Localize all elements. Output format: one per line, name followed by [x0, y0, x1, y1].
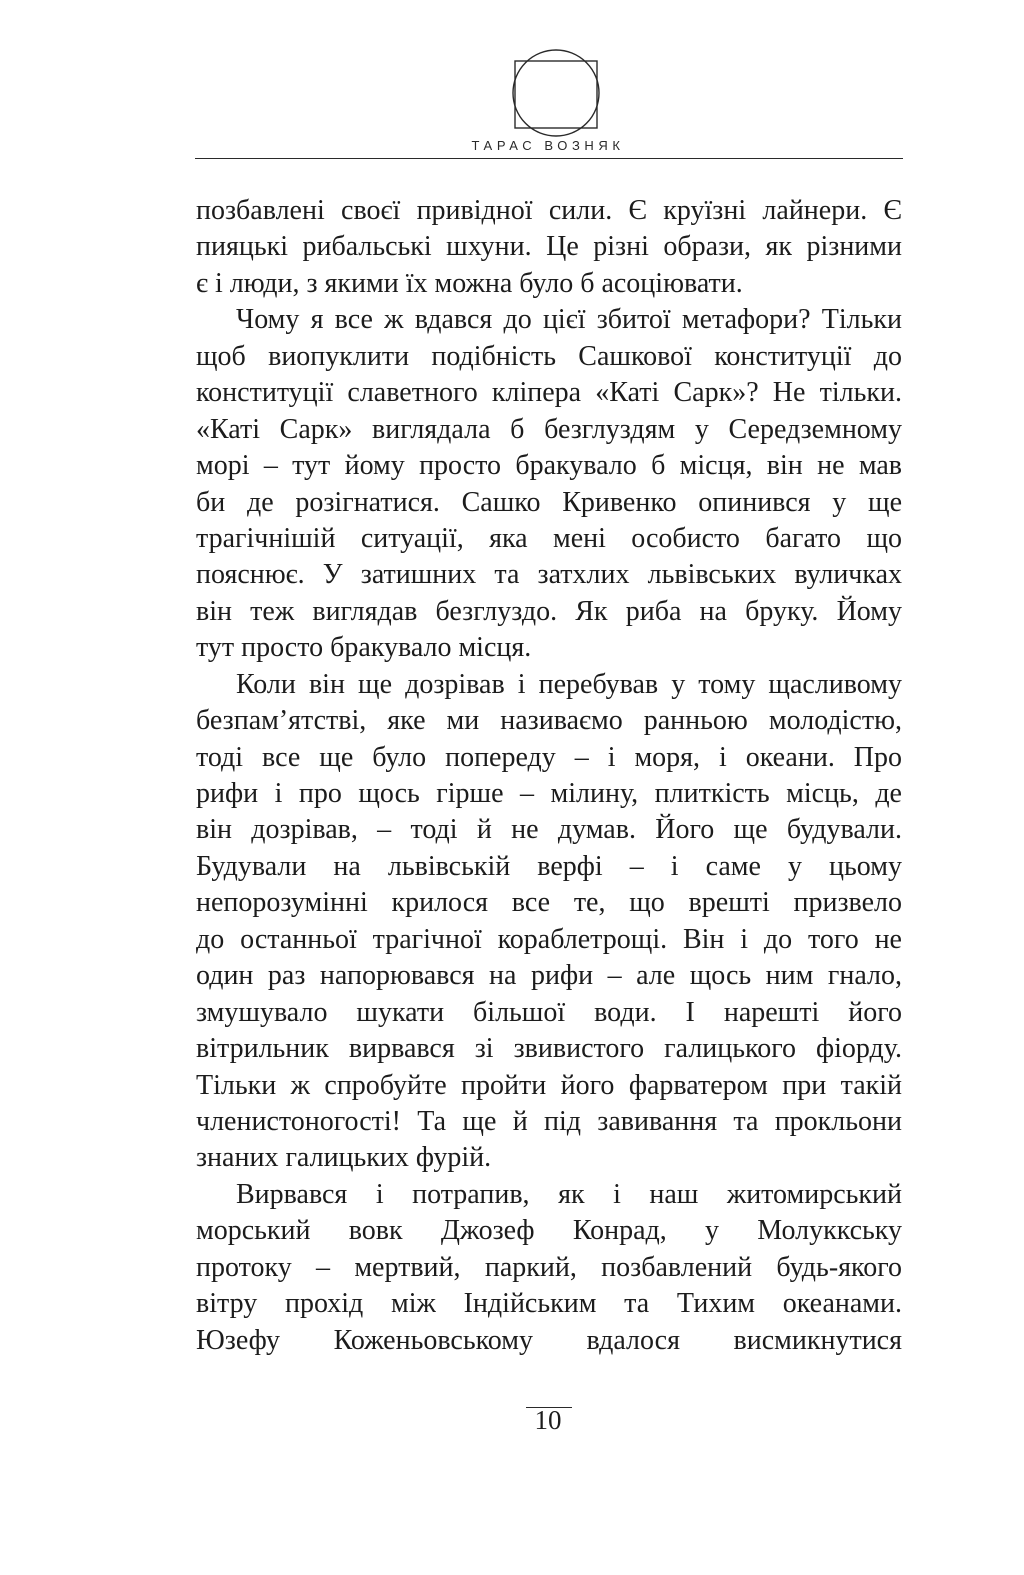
text-line: непорозумінні крилося все те, що врешті призвело [196, 887, 902, 919]
text-line: морський вовк Джозеф Конрад, у Молуккську [196, 1215, 902, 1247]
page-number: 10 [534, 1405, 562, 1435]
header-divider [195, 158, 903, 159]
body-text [196, 193, 902, 1359]
text-line: Коли він ще дозрівав і перебував у тому щасливому [236, 668, 902, 700]
text-line: Тільки ж спробуйте пройти його фарватером при такій [196, 1069, 902, 1101]
paragraph [196, 1177, 902, 1359]
text-line: один раз напорювався на рифи – але щось ним гнало, [196, 960, 902, 992]
text-line: позбавлені своєї привідної сили. Є круїзні лайнери. Є [196, 195, 902, 226]
text-line: змушувало шукати більшої води. І нарешті його [196, 996, 902, 1028]
logo-square [515, 61, 597, 128]
paragraph [196, 667, 902, 1177]
circle-square-logo-icon [505, 45, 607, 145]
text-line: морі – тут йому просто бракувало б місця, він не мав [196, 450, 902, 482]
text-line: пияцькі рибальські шхуни. Це різні образи, як різними [196, 231, 902, 263]
text-line: щоб виопуклити подібність Сашкової конституції до [196, 340, 902, 372]
paragraph [196, 193, 902, 302]
text-line: конституції славетного кліпера «Каті Сарк»? Не тільки. [196, 377, 902, 409]
text-line: тут просто бракувало місця. [196, 632, 532, 664]
text-line: протоку – мертвий, паркий, позбавлений будь-якого [196, 1251, 902, 1283]
text-line: є і люди, з якими їх можна було б асоціювати. [196, 267, 743, 299]
text-line: знаних галицьких фурій. [196, 1142, 492, 1174]
logo-circle [513, 50, 599, 136]
text-line: безпам’ятстві, яке ми називаємо ранньою молодістю, [196, 705, 902, 737]
text-line: би де розігнатися. Сашко Кривенко опинився у ще [196, 486, 902, 518]
text-line: вітру прохід між Індійським та Тихим океанами. [196, 1288, 902, 1320]
text-line: він теж виглядав безглуздо. Як риба на бруку. Йому [196, 595, 902, 627]
text-line: членистоногості! Та ще й під завивання та прокльони [196, 1105, 902, 1137]
text-line: він дозрівав, – тоді й не думав. Його ще будували. [196, 814, 902, 846]
paragraph [196, 302, 902, 666]
running-head-author: ТАРАС ВОЗНЯК [471, 138, 625, 153]
text-line: вітрильник вирвався зі звивистого галицького фіорду. [196, 1033, 902, 1065]
text-line: до останньої трагічної кораблетрощі. Він і до того не [196, 923, 902, 955]
text-line: Вирвався і потрапив, як і наш житомирський [236, 1178, 902, 1210]
text-line: рифи і про щось гірше – мілину, плиткість місць, де [196, 778, 902, 809]
text-line: «Каті Сарк» виглядала б безглуздям у Середземному [196, 413, 902, 445]
text-line: Будували на львівській верфі – і саме у цьому [196, 850, 902, 882]
text-line: Юзефу Коженьовському вдалося висмикнутися [196, 1324, 902, 1356]
text-line: Чому я все ж вдався до цієї збитої метафори? Тільки [236, 304, 902, 336]
text-line: пояснює. У затишних та затхлих львівських вуличках [196, 559, 902, 591]
text-line: тоді все ще було попереду – і моря, і океани. Про [196, 741, 902, 773]
text-line: трагічнішій ситуації, яка мені особисто багато що [196, 522, 902, 554]
